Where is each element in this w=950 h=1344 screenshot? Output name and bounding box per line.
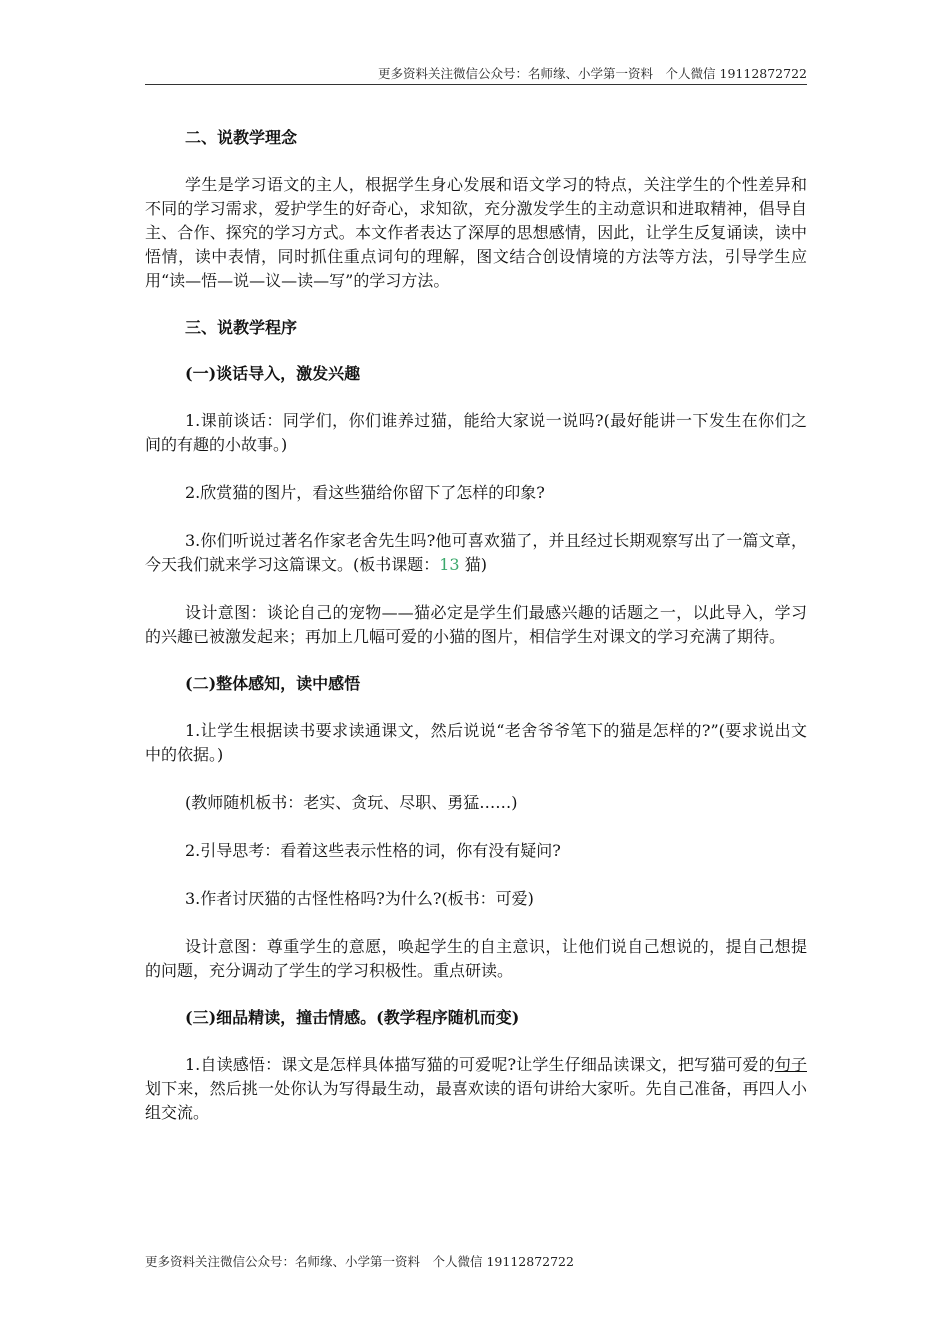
document-body	[145, 127, 807, 1149]
paragraph: 1.课前谈话：同学们，你们谁养过猫，能给大家说一说吗?(最好能讲一下发生在你们之间的有趣的小故事。)	[145, 411, 807, 454]
subsection-heading: (二)整体感知，读中感悟	[185, 674, 361, 693]
section-heading: 三、说教学程序	[185, 318, 298, 337]
paragraph: 2.欣赏猫的图片，看这些猫给你留下了怎样的印象?	[185, 483, 545, 502]
page-header: 更多资料关注微信公众号：名师缘、小学第一资料 个人微信 19112872722	[378, 66, 807, 81]
paragraph: (教师随机板书：老实、贪玩、尽职、勇猛……)	[185, 793, 518, 812]
text-run: 猫)	[459, 555, 487, 574]
paragraph: 2.引导思考：看着这些表示性格的词，你有没有疑问?	[185, 841, 561, 860]
subsection-heading: (一)谈话导入，激发兴趣	[185, 364, 361, 383]
text-run: 划下来，然后挑一处你认为写得最生动，最喜欢读的语句讲给大家听。先自己准备，再四人小组交流。	[145, 1079, 807, 1122]
text-run: 1.自读感悟：课文是怎样具体描写猫的可爱呢?让学生仔细品读课文，把写猫可爱的	[185, 1055, 775, 1074]
paragraph	[145, 529, 807, 577]
lesson-number-link[interactable]: 13	[439, 555, 460, 574]
section-heading: 二、说教学理念	[185, 128, 298, 147]
underlined-word: 句子	[774, 1055, 807, 1074]
text-run: 3.你们听说过著名作家老舍先生吗?他可喜欢猫了，并且经过长期观察写出了一篇文章，今天我们就来学习这篇课文。(板书课题：	[145, 531, 807, 574]
paragraph: 3.作者讨厌猫的古怪性格吗?为什么?(板书：可爱)	[185, 889, 534, 908]
paragraph: 1.让学生根据读书要求读通课文，然后说说“老舍爷爷笔下的猫是怎样的?”(要求说出文中的依据。)	[145, 721, 807, 764]
header-divider	[145, 84, 807, 85]
paragraph: 设计意图：尊重学生的意愿，唤起学生的自主意识，让他们说自己想说的，提自己想提的问题，充分调动了学生的学习积极性。重点研读。	[145, 937, 807, 980]
paragraph: 设计意图：谈论自己的宠物——猫必定是学生们最感兴趣的话题之一，以此导入，学习的兴趣已被激发起来；再加上几幅可爱的小猫的图片，相信学生对课文的学习充满了期待。	[145, 603, 807, 646]
paragraph: 学生是学习语文的主人，根据学生身心发展和语文学习的特点，关注学生的个性差异和不同的学习需求，爱护学生的好奇心，求知欲，充分激发学生的主动意识和进取精神，倡导自主、合作、探究的学习方式。本文作者表达了深厚的思想感情，因此，让学生反复诵读，读中悟情，读中表情，同时抓住重点词句的理解，图文结合创设情境的方法等方法，引导学生应用“读—悟—说—议—读—写”的学习方法。	[145, 175, 807, 290]
subsection-heading: (三)细品精读，撞击情感。(教学程序随机而变)	[185, 1008, 520, 1027]
page-footer: 更多资料关注微信公众号：名师缘、小学第一资料 个人微信 19112872722	[145, 1254, 574, 1269]
paragraph	[145, 1053, 807, 1125]
